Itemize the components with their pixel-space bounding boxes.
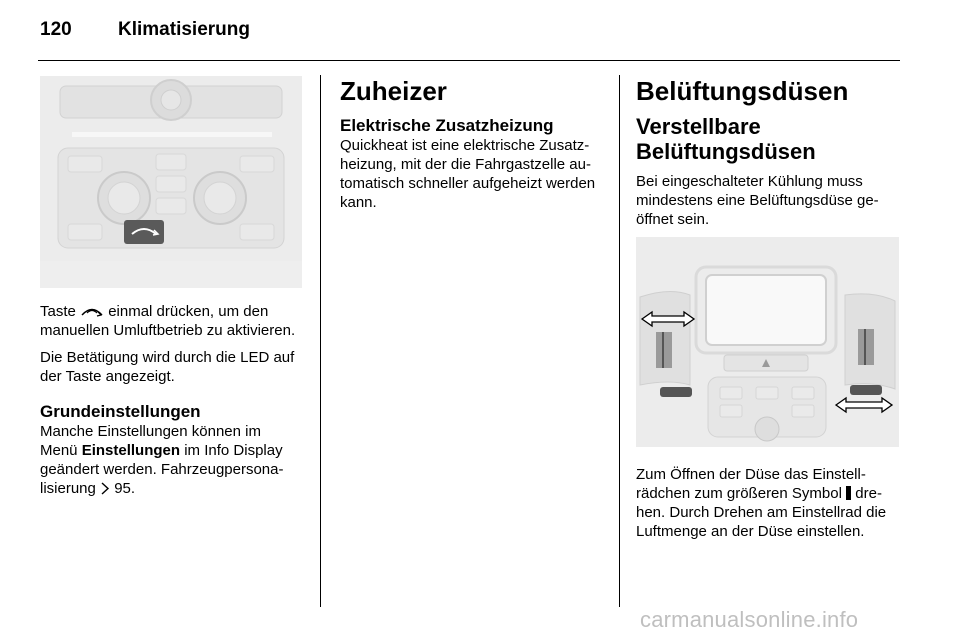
p1-after: einmal drücken, um den manuellen Umluftbetrieb zu aktivieren. xyxy=(40,303,296,339)
column-divider-left xyxy=(320,75,321,607)
footer-watermark: carmanualsonline.info xyxy=(640,607,859,632)
right-column xyxy=(636,70,902,541)
heading-zuheizer: Zuheizer xyxy=(340,76,447,106)
p3-before: Manche Einstellungen können im Menü xyxy=(40,423,261,459)
middle-column xyxy=(340,70,605,212)
heading-belueftungsduesen: Belüftungsdüsen xyxy=(636,76,849,106)
heading-grundeinstellungen: Grundeinstellungen xyxy=(40,402,201,421)
chapter-title: Klimatisierung xyxy=(118,19,250,40)
right-p2-before: Zum Öffnen der Düse das Einstellrädchen zum größeren Symbol xyxy=(636,466,866,502)
right-p2-after: drehen. Durch Drehen am Einstellrad die Luftmenge an der Düse einstellen. xyxy=(636,485,887,540)
page-number: 120 xyxy=(40,19,72,40)
column-divider-right xyxy=(619,75,620,607)
p2: Die Betätigung wird durch die LED auf der Taste angezeigt. xyxy=(40,349,295,385)
vent-large-symbol-icon xyxy=(846,486,851,500)
header-rule xyxy=(38,60,900,61)
p3-ref: 95. xyxy=(114,480,136,497)
left-column xyxy=(40,70,302,498)
recirculation-icon xyxy=(80,304,104,318)
reference-arrow-icon xyxy=(100,482,110,495)
right-p1: Bei eingeschalteter Kühlung muss mindestens eine Belüftungsdüse geöffnet sein. xyxy=(636,173,879,228)
vent-dashboard-illustration xyxy=(636,237,899,447)
p1-before: Taste xyxy=(40,303,76,320)
subheading-verstellbare: Verstellbare Belüftungsdüsen xyxy=(636,114,816,164)
mid-p1: Quickheat ist eine elektrische Zusatzheizung, mit der die Fahrgastzelle automatisch schneller aufgeheizt werden kann. xyxy=(340,137,596,211)
p3-after: im Info Display geändert werden. Fahrzeugpersonalisierung xyxy=(40,442,284,497)
climate-control-panel-illustration xyxy=(40,76,302,288)
subheading-elektrische-zusatzheizung: Elektrische Zusatzheizung xyxy=(340,116,554,135)
p3-bold-einstellungen: Einstellungen xyxy=(81,442,181,459)
